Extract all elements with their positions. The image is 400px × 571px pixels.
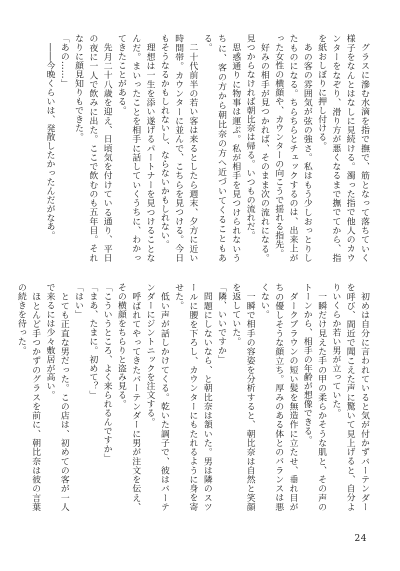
paragraph: 一瞬で相手の容姿を分析すると、朝比奈は自然と笑顔を返していた。	[230, 283, 255, 511]
paragraph: 呼ばれてやってきたバーテンダーに男が注文を伝え、その横顔をちらりと盗み見る。	[115, 283, 141, 511]
upper-text-block	[36, 34, 371, 262]
dialogue-line: 「こういうところ、よく来られるんですか」	[101, 283, 112, 462]
paragraph: 思惑通りに物事は運ぶ。私が相手を見つけられないうちに、客の方から朝比奈の方へ近づいてくることもある。	[201, 34, 241, 262]
paragraph: 問題にしないなら、と朝比奈は頷いた。男は隣のスツールに腰を下ろし、カウンターにもたれるように身を寄せた。	[173, 283, 212, 511]
paragraph: ――今晩くらいは、発散したかったんだがなあ。	[44, 42, 55, 240]
dialogue-line: 「はい」	[73, 283, 84, 319]
page-number: 24	[354, 534, 367, 544]
dialogue-line: 「あの……」	[58, 34, 69, 88]
paragraph: 初めは自分に言われていると気が付かずバーテンダーを呼び、間近で聞こえた声に驚いて見上げると、自分よりいくらか若い男が立っていた。	[330, 283, 369, 511]
paragraph: 二十代前半の若い客は来るとしたら週末、夕方に近い時間帯。カウンターに並んで、こちらを見つける。今日もそうなるかもしれないし、ならないかもしれない。	[158, 34, 198, 262]
paragraph: グラスに滲む水滴を指で撫で、筋となって落ちていく様子をなんとはなしに見続ける。濁った指で他人のカウンターをなぞり、滑り方が悪くなるまで撫でてから、指を紙おしぼりに押し付ける。	[316, 34, 369, 262]
dialogue-line: 「隣、いいですか」	[216, 283, 227, 364]
paragraph: あの客の雰囲気が弦の強さ。私はもう少しおっとりしたものになる。ちらちらとチェックするのは、出来上がった女性の横顔や、カウンターの向こうで揺れる指先。	[273, 34, 312, 262]
paragraph: ほとんど手つかずのグラスを前に、朝比奈は彼の言葉の続きを待った。	[15, 283, 41, 511]
paragraph: 理想は一生を添い遂げるパートナーを見つけることなんだ。まいったことを相手に話していくうちに、わかってきたことがある。	[115, 34, 155, 262]
paragraph: 一瞬だけ見えた手の甲の柔らかそうな肌と、その声のトーンから、相手の年齢が想像できる。	[301, 283, 327, 511]
dialogue-line: 「まあ、たまに。初めて？」	[87, 283, 98, 400]
paragraph: とても正直な男だった。この店は、初めての客が一人で来るには少々敷居が高い。	[44, 283, 69, 511]
paragraph: 低い声が話しかけてくる。乾いた調子で、彼はバーテンダーにジントニックを注文する。	[144, 283, 169, 511]
paragraph: 好みの相手が見つかれば、そのまま次の流れになる。見つからなければ朝比奈は帰る。いつもの流れだ。	[244, 34, 269, 262]
paragraph: ダークブラウンの短い髪を無造作に立たせ、垂れ目がちの優しそうな顔立ち。厚みのある体とのバランスは悪くない。	[258, 283, 298, 511]
paragraph: 先月二十八歳を迎え、日頃気を付けている通り、平日の夜に一人で飲みに出た。ここで飲むのも五年目。それなりに顔見知りもできた。	[73, 34, 112, 262]
lower-text-block	[15, 283, 371, 511]
